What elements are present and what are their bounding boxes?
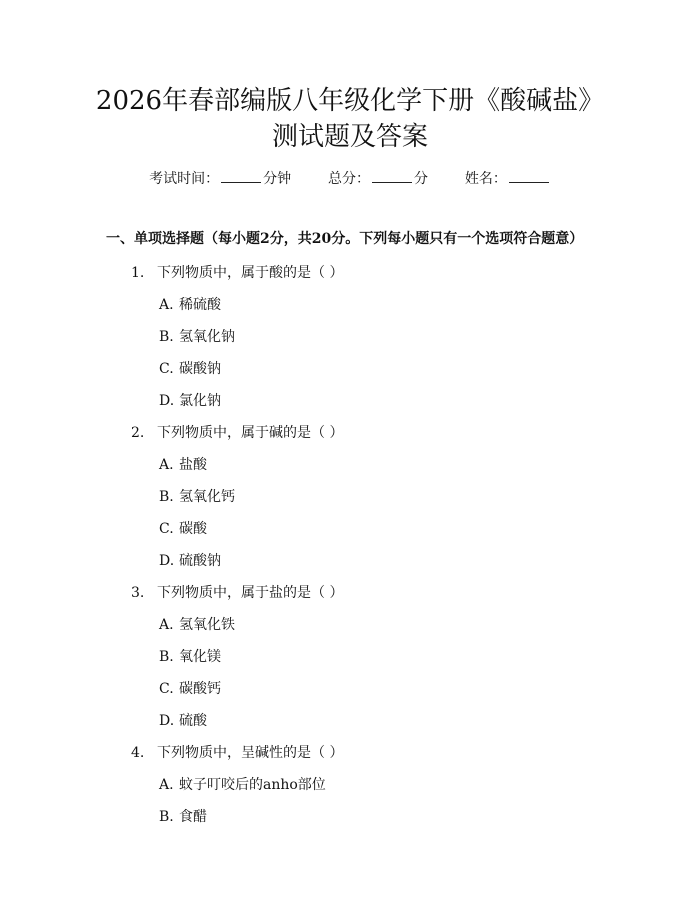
exam-meta	[0, 168, 700, 188]
question-3	[131, 582, 343, 602]
option-1a: A. 稀硫酸	[159, 297, 221, 313]
option-2c: C. 碳酸	[159, 521, 207, 537]
question-number: 4.	[131, 745, 145, 761]
option-2a: A. 盐酸	[159, 457, 207, 473]
page-title-line2: 测试题及答案	[271, 122, 428, 152]
question-text: 下列物质中，属于酸的是（ ）	[157, 265, 344, 281]
name-blank	[509, 168, 549, 183]
option-1c: C. 碳酸钠	[159, 361, 221, 377]
option-1d: D. 氯化钠	[159, 393, 221, 409]
option-4a: A. 蚊子叮咬后的anho部位	[159, 777, 326, 793]
option-3d: D. 硫酸	[159, 713, 207, 729]
question-number: 1.	[131, 265, 145, 281]
option-3b: B. 氧化镁	[159, 649, 221, 665]
score-label: 总分：	[328, 171, 370, 187]
option-1b: B. 氢氧化钠	[159, 329, 235, 345]
question-text: 下列物质中，呈碱性的是（ ）	[157, 745, 344, 761]
question-number: 3.	[131, 585, 145, 601]
question-2	[131, 422, 343, 442]
page-title-line1: 2026年春部编版八年级化学下册《酸碱盐》	[95, 86, 605, 116]
question-text: 下列物质中，属于碱的是（ ）	[157, 425, 344, 441]
time-label: 考试时间：	[149, 171, 220, 187]
question-text: 下列物质中，属于盐的是（ ）	[157, 585, 344, 601]
time-unit: 分钟	[263, 171, 292, 187]
option-3c: C. 碳酸钙	[159, 681, 221, 697]
question-number: 2.	[131, 425, 145, 441]
question-4	[131, 742, 343, 762]
option-3a: A. 氢氧化铁	[159, 617, 235, 633]
score-unit: 分	[414, 171, 428, 187]
time-blank	[221, 168, 261, 183]
option-4b: B. 食醋	[159, 809, 207, 825]
score-blank	[372, 168, 412, 183]
question-1	[131, 262, 343, 282]
section-heading: 一、单项选择题（每小题2分，共20分。下列每小题只有一个选项符合题意）	[106, 231, 584, 247]
name-label: 姓名：	[464, 171, 507, 187]
option-2d: D. 硫酸钠	[159, 553, 221, 569]
option-2b: B. 氢氧化钙	[159, 489, 235, 505]
